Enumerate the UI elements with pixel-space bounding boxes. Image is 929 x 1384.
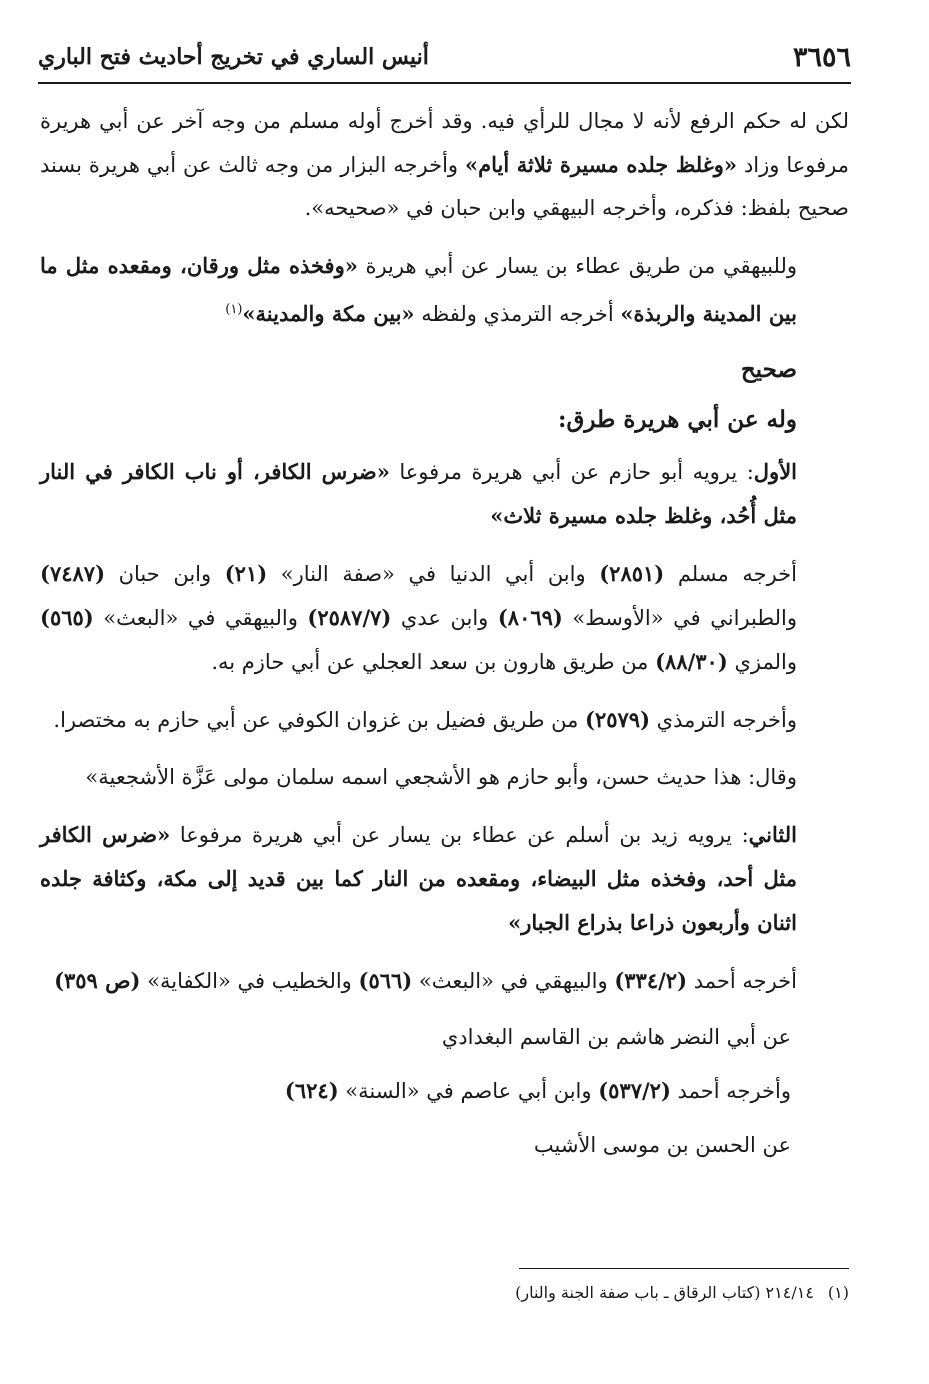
reference-number: (٦٢٤) — [284, 1078, 339, 1103]
reference-number: (٧٤٨٧) — [40, 561, 105, 586]
text-run: أخرجه مسلم — [664, 562, 797, 586]
takhrij-ahmad-2 — [40, 1071, 849, 1111]
footnote-reference[interactable]: (١) — [225, 302, 243, 317]
hadith-quote: «بين مكة والمدينة» — [242, 301, 415, 326]
footnote-number: (١) — [827, 1283, 849, 1302]
text-run: وابن أبي عاصم في «السنة» — [338, 1079, 599, 1103]
paragraph-intro — [40, 100, 849, 230]
reference-number: (٥٣٧/٢) — [598, 1078, 671, 1103]
reference-number: (٢١) — [224, 561, 268, 586]
reference-number: (ص ٣٥٩) — [54, 968, 141, 993]
reference-number: (٢٨٥١) — [599, 561, 665, 586]
section-first-route — [40, 450, 849, 538]
takhrij-ahmad — [40, 959, 849, 1003]
reference-number: (٢٥٧٩) — [585, 707, 650, 732]
text-run: أخرجه الترمذي ولفظه — [414, 302, 621, 326]
text-run: وابن عدي — [391, 606, 498, 630]
hadith-quote: «وفخذه مثل ورقان، ومقعده مثل ما بين المدينة والربذة» — [40, 253, 797, 326]
footnote-divider — [519, 1268, 849, 1269]
isnad-chain-1: عن أبي النضر هاشم بن القاسم البغدادي — [441, 1025, 791, 1049]
text-run: والمزي — [727, 650, 797, 674]
hadith-quote: «وغلظ جلده مسيرة ثلاثة أيام» — [465, 152, 737, 177]
isnad-chain-2: عن الحسن بن موسى الأشيب — [533, 1133, 791, 1157]
text-run: لكن له حكم الرفع لأنه لا مجال للرأي فيه. وقد أخرج أوله مسلم من وجه آخر عن أبي هريرة مرفوعا وزاد — [40, 109, 849, 177]
takhrij-muslim — [40, 552, 849, 684]
text-run: والبيهقي في «البعث» — [412, 969, 615, 993]
section-label: الأول — [753, 459, 798, 484]
text-run: أخرجه أحمد — [687, 969, 797, 993]
hadith-quote: «ضرس الكافر مثل أحد، وفخذه مثل البيضاء، ومقعده من النار كما بين قديد إلى مكة، وكثافة جلده اثنان وأربعون ذراعا بذراع الجبار» — [40, 822, 797, 935]
reference-number: (٨٨/٣٠) — [655, 649, 728, 674]
text-run: والبيهقي في «البعث» — [93, 606, 308, 630]
running-title: أنيس الساري في تخريج أحاديث فتح الباري — [38, 44, 429, 70]
section-second-route — [40, 813, 849, 945]
reference-number: (٥٦٦) — [358, 968, 413, 993]
text-run: وأخرجه البزار من وجه ثالث عن أبي هريرة بسند صحيح بلفظ: فذكره، وأخرجه البيهقي وابن حبان في «صحيحه». — [40, 153, 849, 220]
tirmidhi-grading — [40, 756, 849, 799]
paragraph-bayhaqi — [40, 244, 849, 336]
reference-number: (٢٥٨٧/٧) — [307, 605, 392, 630]
footnote-text: ٢١٤/١٤ (كتاب الرقاق ـ باب صفة الجنة والنار) — [515, 1283, 814, 1302]
reference-number: (٣٣٤/٢) — [614, 968, 688, 993]
text-run: وابن حبان — [105, 562, 225, 586]
text-run: : يرويه أبو حازم عن أبي هريرة مرفوعا — [389, 460, 754, 484]
page-header — [38, 38, 851, 84]
text-run: والطبراني في «الأوسط» — [562, 606, 797, 630]
text-run: من طريق فضيل بن غزوان الكوفي عن أبي حازم به مختصرا. — [53, 708, 585, 732]
reference-number: (٨٠٦٩) — [497, 605, 563, 630]
text-run: وأخرجه الترمذي — [650, 708, 797, 732]
page-number: ٣٦٥٦ — [792, 42, 851, 73]
reference-number: (٥٦٥) — [40, 605, 94, 630]
text-run: وقال: هذا حديث حسن، وأبو حازم هو الأشجعي اسمه سلمان مولى عَزَّة الأشجعية» — [85, 765, 797, 789]
text-run: وللبيهقي من طريق عطاء بن يسار عن أبي هريرة — [357, 254, 797, 278]
turuq-heading: وله عن أبي هريرة طرق: — [558, 406, 797, 433]
text-run: : يرويه زيد بن أسلم عن عطاء بن يسار عن أبي هريرة مرفوعا — [170, 823, 749, 847]
grade-heading: صحيح — [740, 356, 797, 383]
footnote — [40, 1280, 849, 1306]
page-body — [40, 100, 849, 1179]
text-run: وأخرجه أحمد — [670, 1079, 791, 1103]
text-run: من طريق هارون بن سعد العجلي عن أبي حازم به. — [211, 650, 656, 674]
text-run: وابن أبي الدنيا في «صفة النار» — [267, 562, 600, 586]
text-run: والخطيب في «الكفاية» — [140, 969, 359, 993]
hadith-quote: «ضرس الكافر، أو ناب الكافر في النار مثل أُحُد، وغلظ جلده مسيرة ثلاث» — [40, 459, 797, 528]
section-label: الثاني — [748, 822, 797, 847]
takhrij-tirmidhi — [40, 698, 849, 742]
